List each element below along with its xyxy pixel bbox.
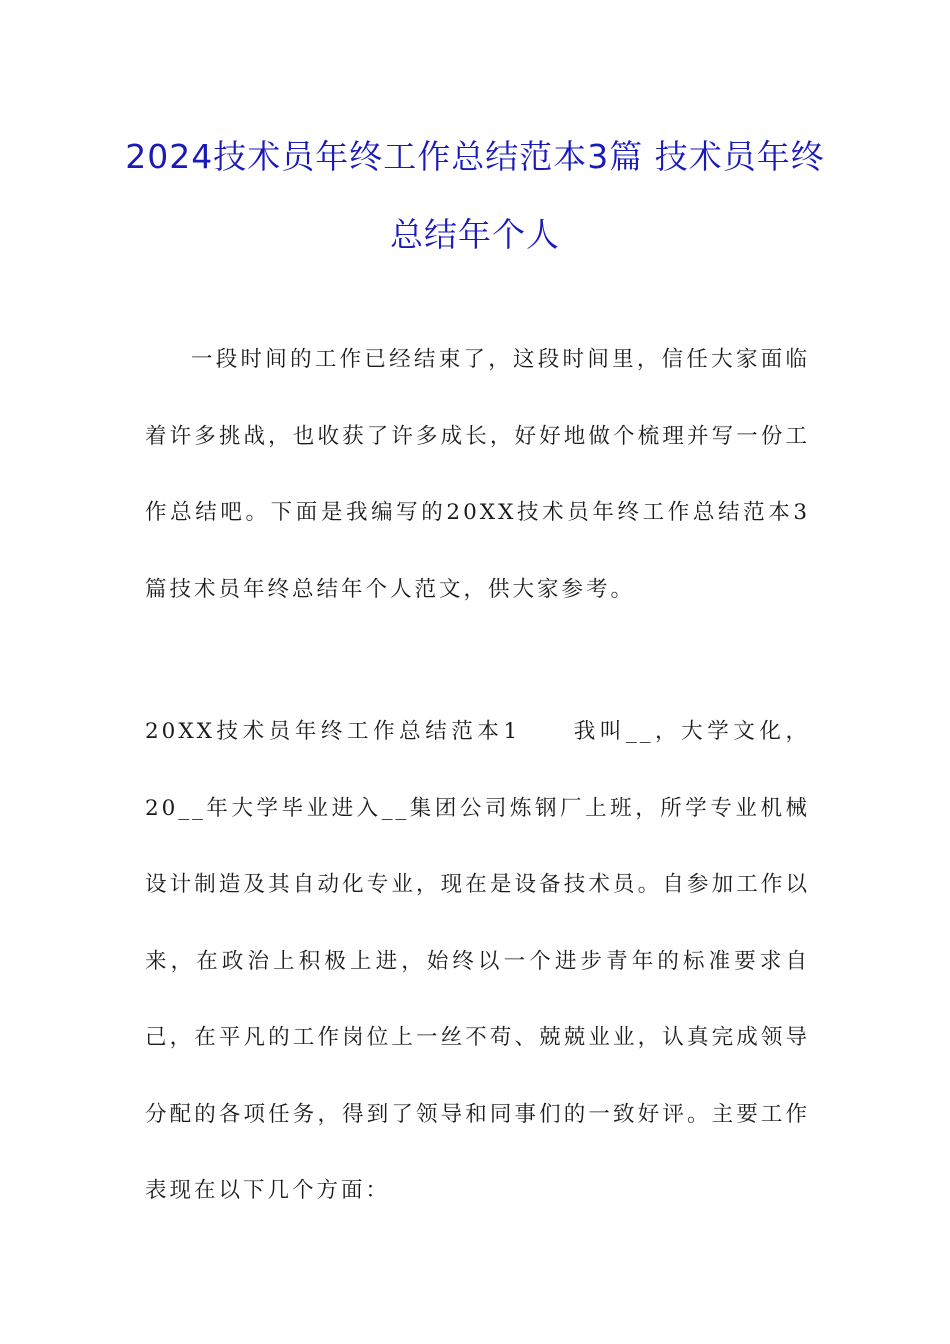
body-text: 我叫__，大学文化，20__年大学毕业进入__集团公司炼钢厂上班，所学专业机械设计制造及其自动化专业，现在是设备技术员。自参加工作以来，在政治上积极上进，始终以一个进步青年的标准要求自己，在平凡的工作岗位上一丝不苟、兢兢业业，认真完成领导分配的各项任务，得到了领导和同事们的一致好评。主要工作表现在以下几个方面： [145,719,810,1203]
body-paragraph [145,694,810,1230]
intro-paragraph: 一段时间的工作已经结束了，这段时间里，信任大家面临着许多挑战，也收获了许多成长，好好地做个梳理并写一份工作总结吧。下面是我编写的20XX技术员年终工作总结范本3篇技术员年终总结年个人范文，供大家参考。 [145,347,810,602]
document-title: 2024技术员年终工作总结范本3篇 技术员年终总结年个人 [125,137,825,254]
section-label: 20XX技术员年终工作总结范本1 [145,719,521,744]
